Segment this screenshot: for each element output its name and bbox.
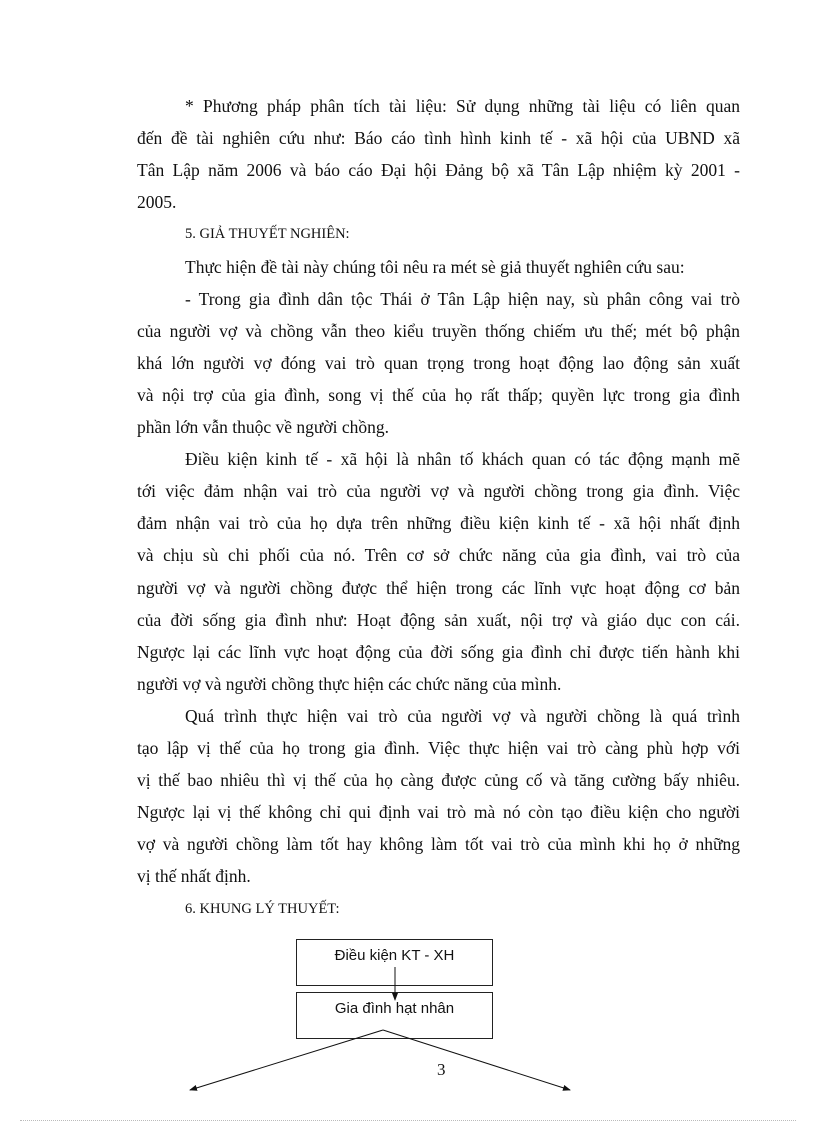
text-line: khá lớn người vợ đóng vai trò quan trọng trong hoạt động lao động sản xuất	[137, 352, 740, 373]
text-line: vị thế nhất định.	[137, 866, 251, 887]
text-line: vợ và người chồng làm tốt hay không làm tốt vai trò của mình khi họ ở những	[137, 834, 740, 855]
text-line: người vợ và người chồng thực hiện các chức năng của mình.	[137, 673, 562, 694]
page-edge-divider	[20, 1120, 796, 1121]
arrow-left	[190, 1030, 383, 1090]
text-line: - Trong gia đình dân tộc Thái ở Tân Lập hiện nay, sù phân công vai trò	[185, 288, 740, 309]
text-line: của đời sống gia đình như: Hoạt động sản xuất, nội trợ và giáo dục con cái.	[137, 609, 740, 630]
text-line: Điều kiện kinh tế - xã hội là nhân tố khách quan có tác động mạnh mẽ	[185, 449, 740, 470]
section-heading: 5. GIẢ THUYẾT NGHIÊN:	[185, 226, 350, 243]
text-line: 2005.	[137, 192, 177, 213]
section-heading: 6. KHUNG LÝ THUYẾT:	[185, 900, 340, 917]
text-line: đảm nhận vai trò của họ dựa trên những điều kiện kinh tế - xã hội nhất định	[137, 513, 740, 534]
diagram-box-conditions: Điều kiện KT - XH	[296, 939, 493, 986]
diagram-box-family: Gia đình hạt nhân	[296, 992, 493, 1039]
text-line: tạo lập vị thế của họ trong gia đình. Việc thực hiện vai trò càng phù hợp với	[137, 738, 740, 758]
text-line: người vợ và người chồng được thể hiện trong các lĩnh vực hoạt động cơ bản	[137, 577, 740, 598]
text-line: Thực hiện đề tài này chúng tôi nêu ra mét sè giả thuyết nghiên cứu sau:	[185, 256, 685, 277]
text-line: Tân Lập năm 2006 và báo cáo Đại hội Đảng bộ xã Tân Lập nhiệm kỳ 2001 -	[137, 160, 740, 181]
text-line: tới việc đảm nhận vai trò của người vợ và người chồng trong gia đình. Việc	[137, 481, 740, 502]
text-line: vị thế bao nhiêu thì vị thế của họ càng được củng cố và tăng cường bấy nhiêu.	[137, 770, 740, 791]
text-line: và chịu sù chi phối của nó. Trên cơ sở chức năng của gia đình, vai trò của	[137, 545, 740, 566]
text-line: đến đề tài nghiên cứu như: Báo cáo tình hình kinh tế - xã hội của UBND xã	[137, 128, 740, 149]
text-line: Ngược lại vị thế không chỉ qui định vai trò mà nó còn tạo điều kiện cho người	[137, 802, 740, 823]
text-line: và nội trợ của gia đình, song vị thế của họ rất thấp; quyền lực trong gia đình	[137, 384, 740, 405]
text-line: * Phương pháp phân tích tài liệu: Sử dụng những tài liệu có liên quan	[185, 96, 740, 116]
text-line: của người vợ và chồng vẫn theo kiểu truyền thống chiếm ưu thế; mét bộ phận	[137, 320, 740, 341]
page-number: 3	[437, 1060, 446, 1079]
text-line: phần lớn vẫn thuộc về người chồng.	[137, 417, 390, 437]
arrow-right	[383, 1030, 570, 1090]
text-line: Quá trình thực hiện vai trò của người vợ và người chồng là quá trình	[185, 705, 740, 726]
text-line: Ngược lại các lĩnh vực hoạt động của đời sống gia đình chỉ được tiến hành khi	[137, 641, 740, 662]
